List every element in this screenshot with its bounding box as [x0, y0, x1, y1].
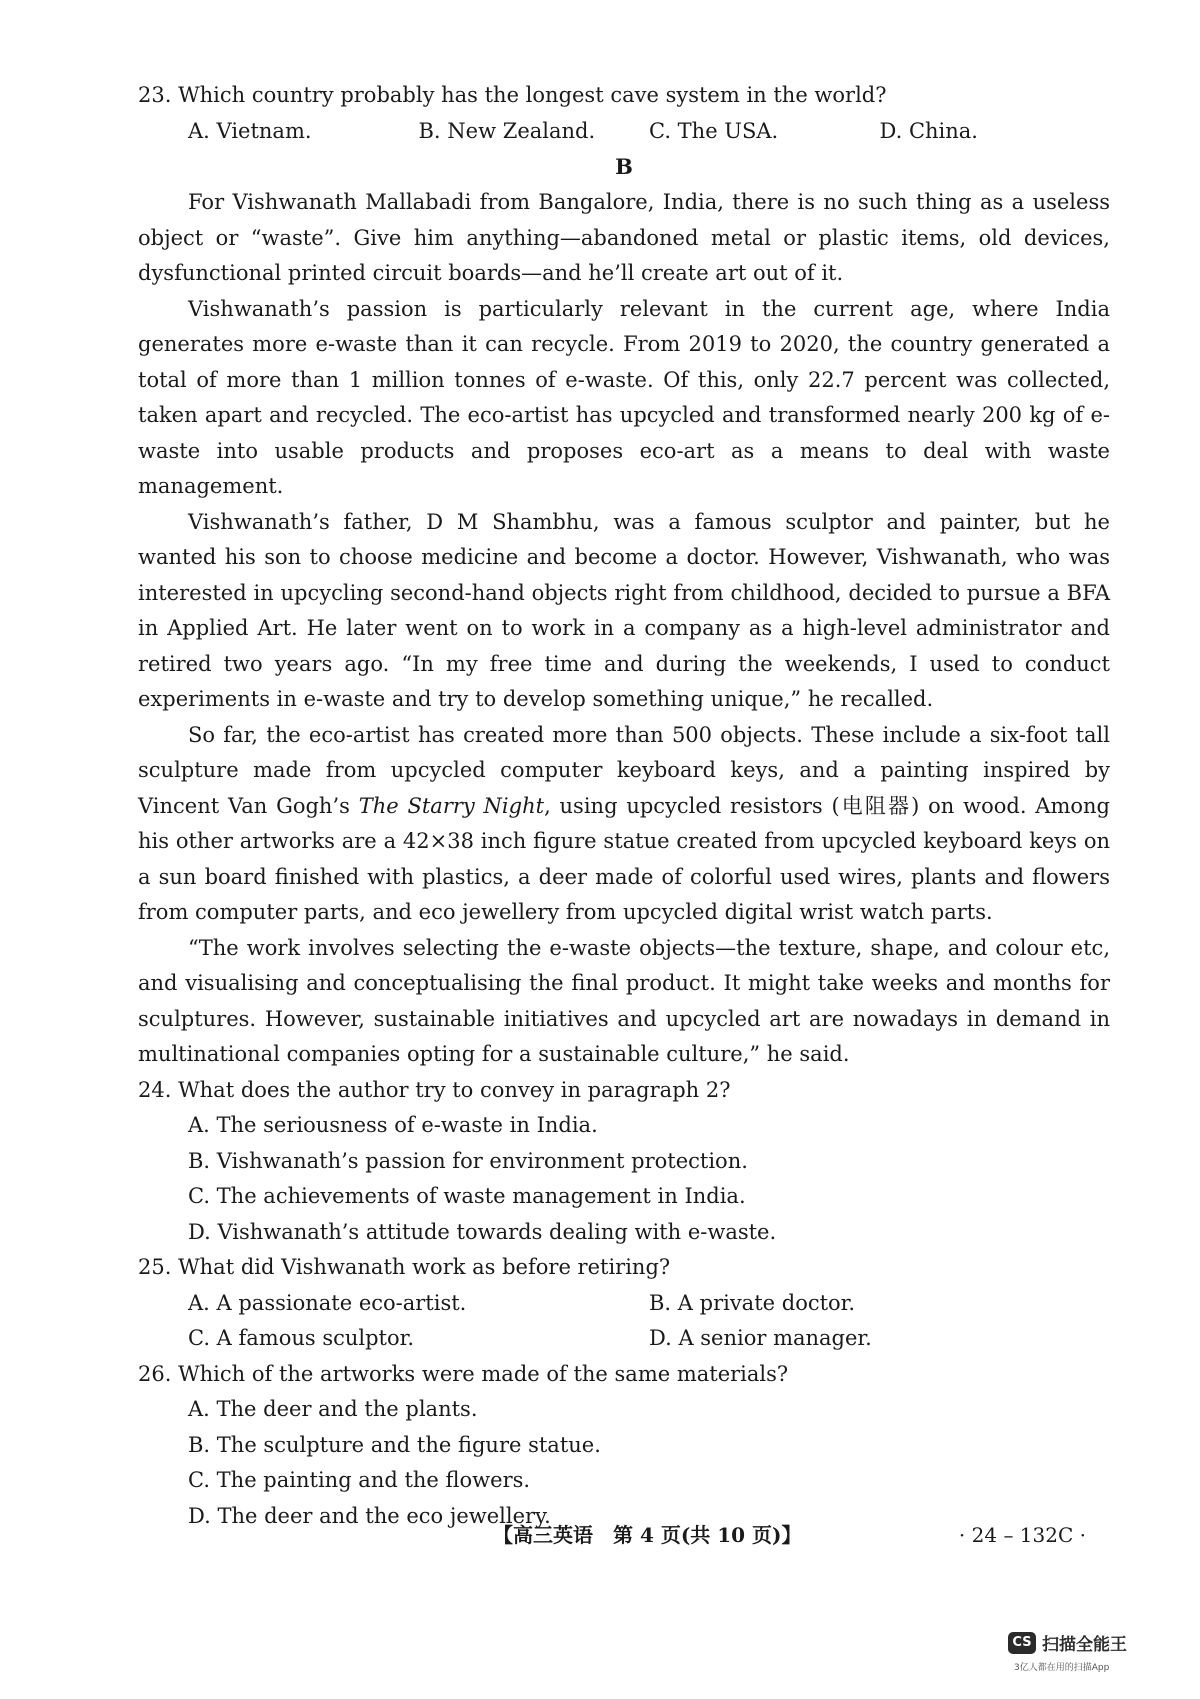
question-23-stem: 23. Which country probably has the longest cave system in the world? — [138, 83, 887, 107]
p4-text-before: So far, the eco-artist has created more than 500 objects. These include a six-foot tall sculpture made from upcycled computer keyboard keys, and a painting inspired by Vincent Van Gogh’s — [138, 722, 1110, 818]
watermark-app-name: 扫描全能王 — [1042, 1635, 1127, 1655]
footer-page-label: 【高三英语 第 4 页(共 10 页)】 — [493, 1523, 802, 1547]
q26-option-d: D. The deer and the eco jewellery. — [188, 1503, 551, 1528]
question-25-options-row-1 — [188, 1286, 1110, 1322]
q23-option-c: C. The USA. — [649, 118, 779, 143]
q24-option-b: B. Vishwanath’s passion for environment protection. — [188, 1148, 748, 1173]
question-25-options-row-2 — [188, 1321, 1110, 1357]
scanner-watermark — [1008, 1628, 1158, 1676]
p4-painting-title: The Starry Night — [358, 793, 545, 818]
question-23-options — [188, 114, 1110, 150]
q25-option-b: B. A private doctor. — [649, 1290, 856, 1315]
q25-option-c: C. A famous sculptor. — [188, 1326, 415, 1350]
q23-option-a: A. Vietnam. — [188, 118, 312, 143]
watermark-tagline: 3亿人都在用的扫描App — [1014, 1663, 1110, 1673]
q26-option-c: C. The painting and the flowers. — [188, 1468, 531, 1492]
passage-paragraph-3: Vishwanath’s father, D M Shambhu, was a famous sculptor and painter, but he wanted his son to choose medicine and become a doctor. However, Vishwanath, who was interested in upcycling second-hand objects right from childhood, decided to pursue a BFA in Applied Art. He later went on to work in a company as a high-level administrator and retired two years ago. “In my free time and during the weekends, I used to conduct experiments in e-waste and try to develop something unique,” he recalled. — [138, 509, 1110, 711]
q23-option-d: D. China. — [879, 118, 978, 143]
camscanner-logo-icon: CS — [1008, 1632, 1036, 1654]
q24-option-a: A. The seriousness of e-waste in India. — [188, 1113, 598, 1137]
q26-option-b: B. The sculpture and the figure statue. — [188, 1432, 601, 1457]
q24-option-c: C. The achievements of waste management in India. — [188, 1184, 746, 1208]
q25-option-d: D. A senior manager. — [649, 1326, 872, 1350]
page-content — [138, 78, 1110, 1534]
q26-option-a: A. The deer and the plants. — [188, 1397, 478, 1421]
question-25-stem: 25. What did Vishwanath work as before retiring? — [138, 1255, 671, 1279]
footer-exam-code: · 24 – 132C · — [958, 1523, 1086, 1547]
question-24-stem: 24. What does the author try to convey in paragraph 2? — [138, 1077, 731, 1102]
passage-paragraph-5: “The work involves selecting the e-waste objects—the texture, shape, and colour etc, and visualising and conceptualising the final product. It might take weeks and months for sculptures. However, sustainable initiatives and upcycled art are nowadays in demand in multinational companies opting for a sustainable culture,” he said. — [138, 935, 1110, 1066]
passage-paragraph-2: Vishwanath’s passion is particularly relevant in the current age, where India generates more e-waste than it can recycle. From 2019 to 2020, the country generated a total of more than 1 million tonnes of e-waste. Of this, only 22.7 percent was collected, taken apart and recycled. The eco-artist has upcycled and transformed nearly 200 kg of e-waste into usable products and proposes eco-art as a means to deal with waste management. — [138, 296, 1110, 498]
q23-option-b: B. New Zealand. — [418, 118, 596, 143]
passage-paragraph-1: For Vishwanath Mallabadi from Bangalore, India, there is no such thing as a useless object or “waste”. Give him anything—abandoned metal or plastic items, old devices, dysfunctional printed circuit boards—and he’ll create art out of it. — [138, 190, 1110, 285]
q24-option-d: D. Vishwanath’s attitude towards dealing with e-waste. — [188, 1219, 777, 1244]
passage-paragraph-4 — [138, 718, 1110, 931]
p4-text-after: , using upcycled resistors (电阻器) on wood. Among his other artworks are a 42×38 inch figure statue created from upcycled keyboard keys on a sun board finished with plastics, a deer made of colorful used wires, plants and flowers from computer parts, and eco jewellery from upcycled digital wrist watch parts. — [138, 793, 1110, 924]
q25-option-a: A. A passionate eco-artist. — [188, 1290, 467, 1315]
question-26-stem: 26. Which of the artworks were made of the same materials? — [138, 1361, 789, 1386]
section-b-title: B — [615, 154, 633, 179]
